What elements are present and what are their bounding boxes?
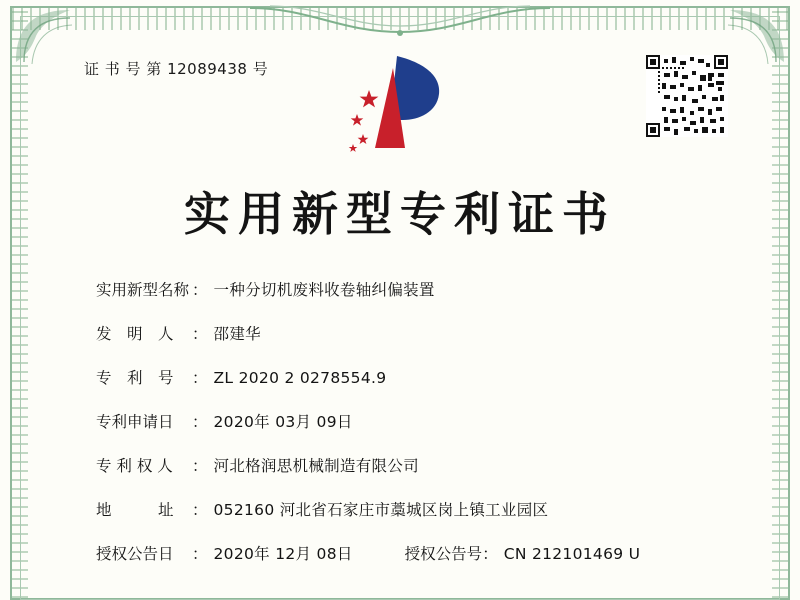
field-row-utility-model-name: [96, 278, 730, 300]
field-label-patentee: 专 利 权 人: [96, 457, 173, 475]
field-value-patentee: 河北格润思机械制造有限公司: [213, 457, 419, 475]
field-colon-application-date: ：: [192, 413, 208, 431]
field-row-application-date: [96, 410, 730, 432]
field-value-address: 052160 河北省石家庄市藁城区岗上镇工业园区: [213, 501, 549, 519]
field-colon-inventor: ：: [192, 325, 208, 343]
field-row-patentee: [96, 454, 730, 476]
top-center-ornament: [250, 2, 550, 42]
certificate-fields: [96, 278, 730, 564]
field-colon-utility-model-name: ：: [192, 281, 208, 299]
field-colon-patent-number: ：: [192, 369, 208, 387]
field-label-grant-number: 授权公告号: [404, 545, 483, 563]
field-value-utility-model-name: 一种分切机废料收卷轴纠偏装置: [213, 281, 435, 299]
patent-logo-icon: [335, 48, 465, 163]
qr-code-icon: [646, 55, 728, 137]
field-label-address: 地 址: [96, 501, 174, 519]
field-value-application-date: 2020年 03月 09日: [213, 413, 353, 431]
field-label-inventor: 发 明 人: [96, 325, 174, 343]
field-colon-grant-number: ：: [482, 545, 498, 563]
field-value-grant-date: 2020年 12月 08日: [213, 545, 353, 563]
field-value-patent-number: ZL 2020 2 0278554.9: [213, 369, 387, 387]
field-colon-patentee: ：: [192, 457, 208, 475]
field-colon-address: ：: [192, 501, 208, 519]
field-label-application-date: 专利申请日: [96, 413, 174, 431]
field-row-address: [96, 498, 730, 520]
field-value-grant-number: CN 212101469 U: [503, 545, 641, 563]
field-row-grant-announcement: [96, 542, 730, 564]
page-title: 实用新型专利证书: [184, 187, 616, 241]
field-label-patent-number: 专 利 号: [96, 369, 174, 387]
field-value-inventor: 邵建华: [213, 325, 261, 343]
field-label-grant-date: 授权公告日: [96, 545, 174, 563]
field-row-inventor: [96, 322, 730, 344]
certificate-number: 证 书 号 第 12089438 号: [84, 60, 269, 78]
field-row-patent-number: [96, 366, 730, 388]
field-label-utility-model-name: 实用新型名称: [96, 281, 190, 299]
field-colon-grant-date: ：: [192, 545, 208, 563]
